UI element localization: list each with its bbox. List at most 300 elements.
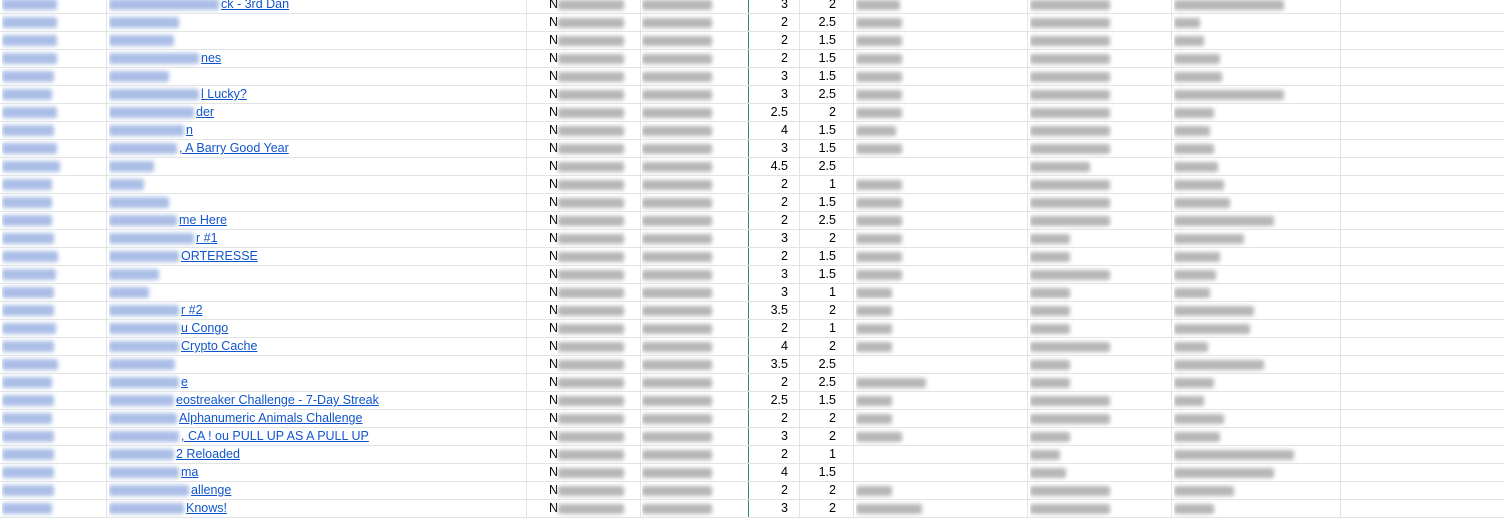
table-row[interactable] [0,176,1504,194]
cache-name-link[interactable]: , A Barry Good Year [179,141,289,155]
state-cell[interactable] [856,374,1026,391]
cache-name-cell[interactable] [109,86,524,103]
cache-name-cell[interactable] [109,32,524,49]
longitude-cell[interactable] [642,284,742,301]
cache-name-link[interactable]: , CA ! ou PULL UP AS A PULL UP [181,429,369,443]
table-row[interactable] [0,194,1504,212]
terrain-cell[interactable]: 1.5 [818,123,836,137]
owner-cell[interactable] [1174,266,1374,283]
cache-name-link[interactable]: eostreaker Challenge - 7-Day Streak [176,393,379,407]
cache-name-link[interactable]: me Here [179,213,227,227]
state-cell[interactable] [856,230,1026,247]
difficulty-cell[interactable]: 2 [781,33,788,47]
terrain-cell[interactable]: 2.5 [818,213,836,227]
country-cell[interactable] [1030,320,1170,337]
cache-name-link[interactable]: l Lucky? [201,87,247,101]
terrain-cell[interactable]: 1.5 [818,393,836,407]
state-cell[interactable] [856,248,1026,265]
table-row[interactable] [0,500,1504,518]
latitude-cell[interactable] [549,266,639,283]
longitude-cell[interactable] [642,14,742,31]
country-cell[interactable] [1030,266,1170,283]
country-cell[interactable] [1030,302,1170,319]
owner-cell[interactable] [1174,158,1374,175]
longitude-cell[interactable] [642,212,742,229]
longitude-cell[interactable] [642,482,742,499]
table-row[interactable] [0,482,1504,500]
table-row[interactable] [0,374,1504,392]
difficulty-cell[interactable]: 3 [781,501,788,515]
owner-cell[interactable] [1174,392,1374,409]
state-cell[interactable] [856,68,1026,85]
cache-name-link[interactable]: Alphanumeric Animals Challenge [179,411,363,425]
cache-name-cell[interactable] [109,14,524,31]
longitude-cell[interactable] [642,0,742,13]
cache-code-cell[interactable] [2,302,102,319]
cache-name-link[interactable]: ck - 3rd Dan [221,0,290,11]
difficulty-cell[interactable]: 2 [781,483,788,497]
cache-name-cell[interactable] [109,68,524,85]
owner-cell[interactable] [1174,302,1374,319]
cache-name-link[interactable]: 2 Reloaded [176,447,240,461]
table-row[interactable] [0,50,1504,68]
owner-cell[interactable] [1174,212,1374,229]
terrain-cell[interactable]: 1.5 [818,249,836,263]
cache-name-link[interactable]: Knows! [186,501,227,515]
table-row[interactable] [0,158,1504,176]
difficulty-cell[interactable]: 3 [781,87,788,101]
latitude-cell[interactable] [549,50,639,67]
latitude-cell[interactable] [549,230,639,247]
terrain-cell[interactable]: 1.5 [818,465,836,479]
latitude-cell[interactable] [549,32,639,49]
longitude-cell[interactable] [642,446,742,463]
longitude-cell[interactable] [642,230,742,247]
difficulty-cell[interactable]: 3 [781,267,788,281]
terrain-cell[interactable]: 2.5 [818,15,836,29]
state-cell[interactable] [856,50,1026,67]
state-cell[interactable] [856,86,1026,103]
country-cell[interactable] [1030,212,1170,229]
longitude-cell[interactable] [642,428,742,445]
cache-code-cell[interactable] [2,500,102,517]
difficulty-cell[interactable]: 2 [781,177,788,191]
longitude-cell[interactable] [642,500,742,517]
cache-code-cell[interactable] [2,410,102,427]
difficulty-cell[interactable]: 4 [781,123,788,137]
country-cell[interactable] [1030,500,1170,517]
longitude-cell[interactable] [642,140,742,157]
longitude-cell[interactable] [642,32,742,49]
cache-code-cell[interactable] [2,86,102,103]
cache-code-cell[interactable] [2,482,102,499]
owner-cell[interactable] [1174,320,1374,337]
state-cell[interactable] [856,176,1026,193]
country-cell[interactable] [1030,14,1170,31]
country-cell[interactable] [1030,158,1170,175]
table-row[interactable] [0,212,1504,230]
table-row[interactable] [0,338,1504,356]
terrain-cell[interactable]: 2.5 [818,357,836,371]
owner-cell[interactable] [1174,86,1374,103]
cache-name-link[interactable]: ORTERESSE [181,249,258,263]
owner-cell[interactable] [1174,230,1374,247]
longitude-cell[interactable] [642,122,742,139]
latitude-cell[interactable] [549,122,639,139]
terrain-cell[interactable]: 2 [829,231,836,245]
longitude-cell[interactable] [642,104,742,121]
cache-code-cell[interactable] [2,266,102,283]
country-cell[interactable] [1030,68,1170,85]
longitude-cell[interactable] [642,50,742,67]
state-cell[interactable] [856,194,1026,211]
state-cell[interactable] [856,266,1026,283]
terrain-cell[interactable]: 1.5 [818,51,836,65]
latitude-cell[interactable] [549,482,639,499]
cache-code-cell[interactable] [2,392,102,409]
cache-code-cell[interactable] [2,32,102,49]
longitude-cell[interactable] [642,176,742,193]
cache-name-cell[interactable] [109,122,524,139]
terrain-cell[interactable]: 2.5 [818,159,836,173]
longitude-cell[interactable] [642,464,742,481]
cache-code-cell[interactable] [2,194,102,211]
terrain-cell[interactable]: 2 [829,411,836,425]
cache-code-cell[interactable] [2,356,102,373]
latitude-cell[interactable] [549,374,639,391]
owner-cell[interactable] [1174,194,1374,211]
cache-name-cell[interactable] [109,338,524,355]
cache-name-cell[interactable] [109,0,524,13]
terrain-cell[interactable]: 2.5 [818,87,836,101]
owner-cell[interactable] [1174,14,1374,31]
table-row[interactable] [0,0,1504,14]
terrain-cell[interactable]: 1 [829,447,836,461]
owner-cell[interactable] [1174,338,1374,355]
cache-code-cell[interactable] [2,122,102,139]
state-cell[interactable] [856,464,1026,481]
terrain-cell[interactable]: 1.5 [818,267,836,281]
terrain-cell[interactable]: 2 [829,105,836,119]
country-cell[interactable] [1030,86,1170,103]
longitude-cell[interactable] [642,248,742,265]
latitude-cell[interactable] [549,86,639,103]
cache-name-cell[interactable] [109,320,524,337]
table-row[interactable] [0,392,1504,410]
difficulty-cell[interactable]: 4 [781,339,788,353]
cache-name-cell[interactable] [109,158,524,175]
cache-code-cell[interactable] [2,212,102,229]
terrain-cell[interactable]: 1.5 [818,141,836,155]
cache-name-cell[interactable] [109,428,524,445]
latitude-cell[interactable] [549,500,639,517]
table-row[interactable] [0,320,1504,338]
table-row[interactable] [0,446,1504,464]
cache-code-cell[interactable] [2,464,102,481]
table-row[interactable] [0,230,1504,248]
country-cell[interactable] [1030,194,1170,211]
country-cell[interactable] [1030,0,1170,13]
table-row[interactable] [0,140,1504,158]
state-cell[interactable] [856,320,1026,337]
state-cell[interactable] [856,140,1026,157]
cache-name-link[interactable]: e [181,375,188,389]
table-row[interactable] [0,428,1504,446]
table-row[interactable] [0,122,1504,140]
state-cell[interactable] [856,356,1026,373]
difficulty-cell[interactable]: 2.5 [770,393,788,407]
cache-code-cell[interactable] [2,338,102,355]
terrain-cell[interactable]: 1 [829,285,836,299]
cache-code-cell[interactable] [2,248,102,265]
state-cell[interactable] [856,500,1026,517]
owner-cell[interactable] [1174,446,1374,463]
cache-code-cell[interactable] [2,176,102,193]
latitude-cell[interactable] [549,284,639,301]
longitude-cell[interactable] [642,266,742,283]
cache-name-cell[interactable] [109,464,524,481]
latitude-cell[interactable] [549,140,639,157]
longitude-cell[interactable] [642,302,742,319]
cache-name-link[interactable]: n [186,123,193,137]
latitude-cell[interactable] [549,392,639,409]
cache-name-link[interactable]: Crypto Cache [181,339,258,353]
cache-name-link[interactable]: u Congo [181,321,229,335]
cache-name-cell[interactable] [109,248,524,265]
latitude-cell[interactable] [549,464,639,481]
terrain-cell[interactable]: 1.5 [818,69,836,83]
state-cell[interactable] [856,302,1026,319]
latitude-cell[interactable] [549,248,639,265]
cache-code-cell[interactable] [2,14,102,31]
state-cell[interactable] [856,428,1026,445]
longitude-cell[interactable] [642,86,742,103]
difficulty-cell[interactable]: 2 [781,375,788,389]
owner-cell[interactable] [1174,122,1374,139]
cache-name-cell[interactable] [109,194,524,211]
owner-cell[interactable] [1174,0,1374,13]
terrain-cell[interactable]: 1.5 [818,195,836,209]
difficulty-cell[interactable]: 2 [781,15,788,29]
latitude-cell[interactable] [549,410,639,427]
country-cell[interactable] [1030,50,1170,67]
country-cell[interactable] [1030,32,1170,49]
owner-cell[interactable] [1174,50,1374,67]
cache-name-cell[interactable] [109,446,524,463]
cache-name-link[interactable]: der [196,105,215,119]
latitude-cell[interactable] [549,104,639,121]
terrain-cell[interactable]: 2 [829,429,836,443]
cache-name-cell[interactable] [109,266,524,283]
owner-cell[interactable] [1174,374,1374,391]
longitude-cell[interactable] [642,68,742,85]
country-cell[interactable] [1030,392,1170,409]
latitude-cell[interactable] [549,320,639,337]
table-row[interactable] [0,356,1504,374]
state-cell[interactable] [856,392,1026,409]
difficulty-cell[interactable]: 2 [781,411,788,425]
latitude-cell[interactable] [549,302,639,319]
state-cell[interactable] [856,32,1026,49]
country-cell[interactable] [1030,338,1170,355]
country-cell[interactable] [1030,482,1170,499]
country-cell[interactable] [1030,464,1170,481]
latitude-cell[interactable] [549,0,639,13]
owner-cell[interactable] [1174,410,1374,427]
table-row[interactable] [0,86,1504,104]
country-cell[interactable] [1030,356,1170,373]
longitude-cell[interactable] [642,320,742,337]
cache-name-cell[interactable] [109,392,524,409]
terrain-cell[interactable]: 2.5 [818,375,836,389]
terrain-cell[interactable]: 2 [829,501,836,515]
state-cell[interactable] [856,446,1026,463]
cache-name-link[interactable]: allenge [191,483,232,497]
terrain-cell[interactable]: 1.5 [818,33,836,47]
cache-code-cell[interactable] [2,428,102,445]
state-cell[interactable] [856,104,1026,121]
difficulty-cell[interactable]: 2 [781,249,788,263]
owner-cell[interactable] [1174,140,1374,157]
country-cell[interactable] [1030,230,1170,247]
difficulty-cell[interactable]: 3 [781,285,788,299]
cache-name-link[interactable]: r #2 [181,303,203,317]
terrain-cell[interactable]: 2 [829,483,836,497]
cache-code-cell[interactable] [2,374,102,391]
cache-name-cell[interactable] [109,482,524,499]
owner-cell[interactable] [1174,248,1374,265]
table-row[interactable] [0,248,1504,266]
difficulty-cell[interactable]: 4.5 [770,159,788,173]
latitude-cell[interactable] [549,338,639,355]
difficulty-cell[interactable]: 2 [781,195,788,209]
latitude-cell[interactable] [549,428,639,445]
cache-name-cell[interactable] [109,176,524,193]
terrain-cell[interactable]: 1 [829,177,836,191]
latitude-cell[interactable] [549,158,639,175]
cache-name-cell[interactable] [109,104,524,121]
owner-cell[interactable] [1174,482,1374,499]
longitude-cell[interactable] [642,194,742,211]
country-cell[interactable] [1030,122,1170,139]
cache-name-cell[interactable] [109,230,524,247]
table-row[interactable] [0,104,1504,122]
latitude-cell[interactable] [549,194,639,211]
latitude-cell[interactable] [549,68,639,85]
state-cell[interactable] [856,122,1026,139]
owner-cell[interactable] [1174,284,1374,301]
cache-name-cell[interactable] [109,140,524,157]
difficulty-cell[interactable]: 3 [781,231,788,245]
table-row[interactable] [0,464,1504,482]
state-cell[interactable] [856,14,1026,31]
table-row[interactable] [0,266,1504,284]
difficulty-cell[interactable]: 3 [781,69,788,83]
latitude-cell[interactable] [549,176,639,193]
state-cell[interactable] [856,338,1026,355]
terrain-cell[interactable]: 2 [829,339,836,353]
longitude-cell[interactable] [642,392,742,409]
country-cell[interactable] [1030,446,1170,463]
cache-name-cell[interactable] [109,302,524,319]
difficulty-cell[interactable]: 3.5 [770,357,788,371]
state-cell[interactable] [856,284,1026,301]
cache-name-link[interactable]: nes [201,51,222,65]
difficulty-cell[interactable]: 2 [781,447,788,461]
longitude-cell[interactable] [642,374,742,391]
table-row[interactable] [0,284,1504,302]
owner-cell[interactable] [1174,500,1374,517]
table-row[interactable] [0,410,1504,428]
owner-cell[interactable] [1174,176,1374,193]
owner-cell[interactable] [1174,104,1374,121]
difficulty-cell[interactable]: 2 [781,51,788,65]
owner-cell[interactable] [1174,356,1374,373]
difficulty-cell[interactable]: 3 [781,429,788,443]
cache-code-cell[interactable] [2,230,102,247]
table-row[interactable] [0,68,1504,86]
country-cell[interactable] [1030,284,1170,301]
owner-cell[interactable] [1174,32,1374,49]
cache-name-cell[interactable] [109,284,524,301]
latitude-cell[interactable] [549,14,639,31]
latitude-cell[interactable] [549,356,639,373]
country-cell[interactable] [1030,104,1170,121]
cache-code-cell[interactable] [2,50,102,67]
difficulty-cell[interactable]: 3 [781,0,788,11]
table-row[interactable] [0,14,1504,32]
country-cell[interactable] [1030,248,1170,265]
cache-name-cell[interactable] [109,356,524,373]
difficulty-cell[interactable]: 3 [781,141,788,155]
cache-name-cell[interactable] [109,374,524,391]
cache-code-cell[interactable] [2,104,102,121]
difficulty-cell[interactable]: 3.5 [770,303,788,317]
table-row[interactable] [0,32,1504,50]
cache-name-cell[interactable] [109,50,524,67]
owner-cell[interactable] [1174,428,1374,445]
difficulty-cell[interactable]: 4 [781,465,788,479]
cache-code-cell[interactable] [2,0,102,13]
country-cell[interactable] [1030,176,1170,193]
owner-cell[interactable] [1174,464,1374,481]
state-cell[interactable] [856,0,1026,13]
latitude-cell[interactable] [549,212,639,229]
state-cell[interactable] [856,158,1026,175]
cache-name-link[interactable]: ma [181,465,199,479]
cache-code-cell[interactable] [2,284,102,301]
country-cell[interactable] [1030,410,1170,427]
latitude-cell[interactable] [549,446,639,463]
cache-name-cell[interactable] [109,410,524,427]
cache-code-cell[interactable] [2,68,102,85]
terrain-cell[interactable]: 1 [829,321,836,335]
country-cell[interactable] [1030,374,1170,391]
longitude-cell[interactable] [642,338,742,355]
terrain-cell[interactable]: 2 [829,0,836,11]
cache-name-cell[interactable] [109,212,524,229]
owner-cell[interactable] [1174,68,1374,85]
cache-code-cell[interactable] [2,320,102,337]
country-cell[interactable] [1030,428,1170,445]
difficulty-cell[interactable]: 2.5 [770,105,788,119]
difficulty-cell[interactable]: 2 [781,213,788,227]
state-cell[interactable] [856,212,1026,229]
state-cell[interactable] [856,482,1026,499]
cache-name-link[interactable]: r #1 [196,231,218,245]
longitude-cell[interactable] [642,410,742,427]
difficulty-cell[interactable]: 2 [781,321,788,335]
